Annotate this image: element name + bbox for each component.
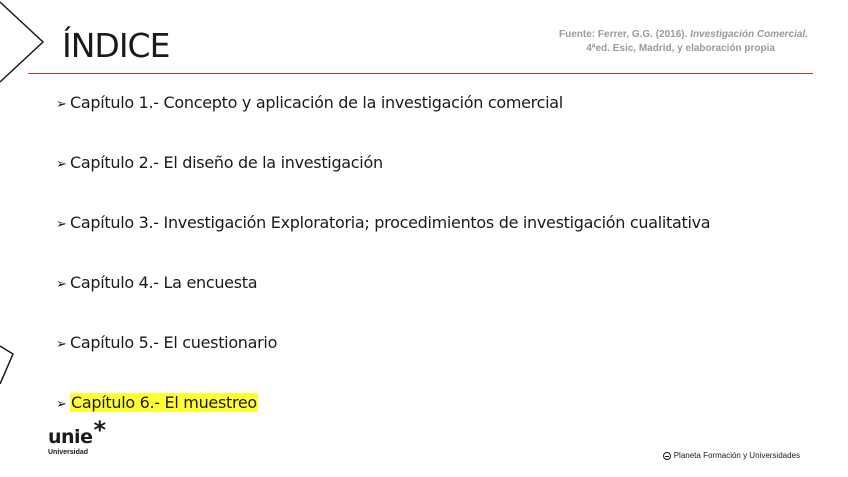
chapter-label-1: Capítulo 1.- Concepto y aplicación de la investigación comercial bbox=[70, 93, 563, 112]
planeta-globe-icon bbox=[663, 452, 671, 460]
arrowhead-bullet-icon: ➢ bbox=[56, 397, 67, 412]
chapter-item-3 bbox=[56, 212, 710, 234]
logo-word: unie bbox=[48, 426, 93, 448]
logo-star: * bbox=[93, 416, 106, 444]
chapter-item-4 bbox=[56, 272, 257, 294]
arrowhead-bullet-icon: ➢ bbox=[56, 337, 67, 352]
chapter-item-1 bbox=[56, 92, 563, 114]
chapter-item-5 bbox=[56, 332, 277, 354]
chapter-label-2: Capítulo 2.- El diseño de la investigación bbox=[70, 153, 383, 172]
source-work-title: Investigación Comercial. bbox=[690, 29, 808, 40]
arrowhead-bullet-icon: ➢ bbox=[56, 277, 67, 292]
chapter-label-3: Capítulo 3.- Investigación Exploratoria; procedimientos de investigación cualitativa bbox=[70, 213, 711, 232]
page-title: ÍNDICE bbox=[62, 26, 170, 65]
unie-logo bbox=[48, 416, 106, 456]
source-citation bbox=[508, 28, 808, 56]
source-line-2: 4ªed. Esic, Madrid, y elaboración propia bbox=[586, 43, 775, 54]
arrowhead-bullet-icon: ➢ bbox=[56, 97, 67, 112]
arrowhead-bullet-icon: ➢ bbox=[56, 157, 67, 172]
footer-brand-label: Planeta Formación y Universidades bbox=[673, 451, 800, 460]
chevron-decoration-middle-icon bbox=[0, 340, 16, 386]
footer-brand bbox=[663, 451, 800, 460]
chapter-label-5: Capítulo 5.- El cuestionario bbox=[70, 333, 278, 352]
arrowhead-bullet-icon: ➢ bbox=[56, 217, 67, 232]
source-prefix: Fuente: Ferrer, G.G. (2016). bbox=[559, 29, 691, 40]
title-divider bbox=[28, 73, 813, 74]
chapter-label-4: Capítulo 4.- La encuesta bbox=[70, 273, 258, 292]
chapter-item-2 bbox=[56, 152, 383, 174]
chapter-label-6: Capítulo 6.- El muestreo bbox=[71, 393, 257, 412]
chapter-item-6-highlighted bbox=[56, 392, 258, 414]
logo-subtitle: Universidad bbox=[48, 449, 89, 456]
chevron-decoration-top-icon bbox=[0, 0, 46, 84]
